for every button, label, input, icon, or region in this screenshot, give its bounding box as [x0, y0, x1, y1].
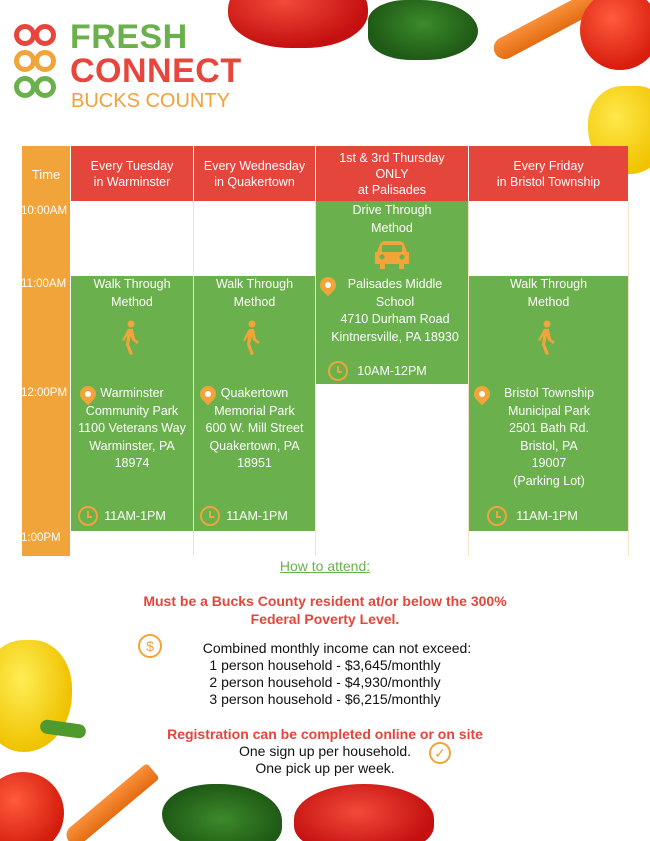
how-to-attend-title: How to attend: — [279, 558, 371, 574]
header-tuesday-line: Every Tuesday — [90, 158, 174, 173]
location-line: Bristol Township — [503, 386, 595, 400]
brand-connect: CONNECT — [70, 52, 242, 90]
location-tuesday — [71, 385, 193, 473]
method-line: Method — [371, 220, 413, 235]
method-line: Method — [233, 294, 276, 309]
location-line: Municipal Park — [508, 403, 590, 418]
header-friday — [469, 146, 628, 201]
eligibility-line: Must be a Bucks County resident at/or below the 300% — [143, 593, 507, 609]
location-line: Kintnersville, PA 18930 — [331, 329, 459, 344]
header-friday-line: Every Friday — [513, 158, 584, 173]
clock-icon — [487, 506, 507, 526]
location-line: (Parking Lot) — [513, 473, 585, 488]
income-line: 1 person household - $3,645/monthly — [209, 657, 441, 673]
hours-wednesday: 11AM-1PM — [226, 509, 288, 523]
logo-mark — [10, 18, 62, 118]
herb-image-bottom — [162, 784, 282, 841]
registration-title: Registration can be completed online or on site — [167, 726, 483, 742]
time-label-10am: 10:00AM — [21, 205, 68, 217]
walking-person-icon — [119, 320, 141, 356]
location-line: 18951 — [237, 456, 272, 470]
location-line: Warminster, PA — [89, 438, 175, 453]
location-friday — [484, 385, 614, 490]
time-label-1pm: 1:00PM — [21, 532, 61, 544]
header-wednesday-line: Every Wednesday — [203, 158, 306, 173]
location-line: Palisades Middle — [347, 277, 443, 291]
header-tuesday — [71, 146, 193, 201]
location-line: Memorial Park — [214, 403, 295, 418]
hours-friday: 11AM-1PM — [516, 509, 578, 523]
location-line: Warminster — [100, 386, 164, 400]
header-thursday-line: ONLY — [375, 166, 409, 181]
method-line: Drive Through — [352, 203, 432, 217]
red-pepper-image-bottom — [294, 784, 434, 841]
red-pepper-image-top — [228, 0, 368, 48]
location-line: 4710 Durham Road — [340, 312, 450, 326]
hours-thursday: 10AM-12PM — [357, 364, 427, 378]
walking-person-icon — [240, 320, 262, 356]
income-line: Combined monthly income can not exceed: — [202, 640, 472, 656]
method-thursday — [316, 202, 468, 237]
location-line: Community Park — [85, 403, 179, 418]
registration-line: One sign up per household. — [238, 743, 411, 759]
dollar-icon: $ — [138, 634, 162, 658]
income-limits — [0, 640, 650, 708]
method-line: Walk Through — [215, 277, 294, 291]
brand-county: BUCKS COUNTY — [71, 90, 230, 112]
registration-rules — [0, 743, 650, 777]
herb-image-top — [368, 0, 478, 60]
tomato-image-bottom — [0, 772, 64, 841]
method-friday — [469, 276, 628, 311]
checkmark-icon: ✓ — [429, 742, 451, 764]
location-line: Quakertown — [220, 386, 289, 400]
header-wednesday-line: in Quakertown — [214, 174, 295, 189]
header-thursday — [316, 146, 468, 201]
clock-icon — [78, 506, 98, 526]
header-tuesday-line: in Warminster — [93, 174, 171, 189]
header-thursday-line: at Palisades — [357, 182, 427, 197]
location-line: 18974 — [114, 456, 150, 470]
header-wednesday — [194, 146, 315, 201]
hours-tuesday: 11AM-1PM — [104, 509, 166, 523]
method-line: Method — [111, 294, 153, 309]
location-line: School — [375, 294, 415, 309]
location-line: Bristol, PA — [520, 438, 578, 453]
clock-icon — [328, 361, 348, 381]
header-friday-line: in Bristol Township — [496, 174, 601, 189]
car-icon — [373, 240, 411, 270]
method-line: Walk Through — [93, 277, 171, 291]
method-line: Method — [527, 294, 570, 309]
eligibility-line: Federal Poverty Level. — [250, 611, 400, 627]
tomato-image-top — [580, 0, 650, 70]
income-line: 3 person household - $6,215/monthly — [209, 691, 441, 707]
time-label-12pm: 12:00PM — [21, 387, 68, 399]
location-line: Quakertown, PA — [209, 438, 300, 453]
location-line: 600 W. Mill Street — [205, 421, 304, 435]
registration-line: One pick up per week. — [255, 760, 395, 776]
brand-fresh: FRESH — [70, 18, 188, 56]
time-header: Time — [31, 167, 61, 182]
header-thursday-line: 1st & 3rd Thursday — [339, 150, 445, 165]
method-wednesday — [194, 276, 315, 311]
eligibility-text — [0, 592, 650, 628]
location-line: 2501 Bath Rd. — [509, 421, 589, 435]
clock-icon — [200, 506, 220, 526]
location-wednesday — [194, 385, 315, 473]
method-line: Walk Through — [509, 277, 588, 291]
grid-line — [628, 201, 629, 556]
income-line: 2 person household - $4,930/monthly — [209, 674, 441, 690]
method-tuesday — [71, 276, 193, 311]
location-line: 1100 Veterans Way — [78, 421, 186, 435]
location-line: 19007 — [531, 456, 567, 470]
location-thursday — [322, 276, 468, 346]
time-label-11am: 11:00AM — [21, 278, 67, 290]
walking-person-icon — [535, 320, 557, 356]
